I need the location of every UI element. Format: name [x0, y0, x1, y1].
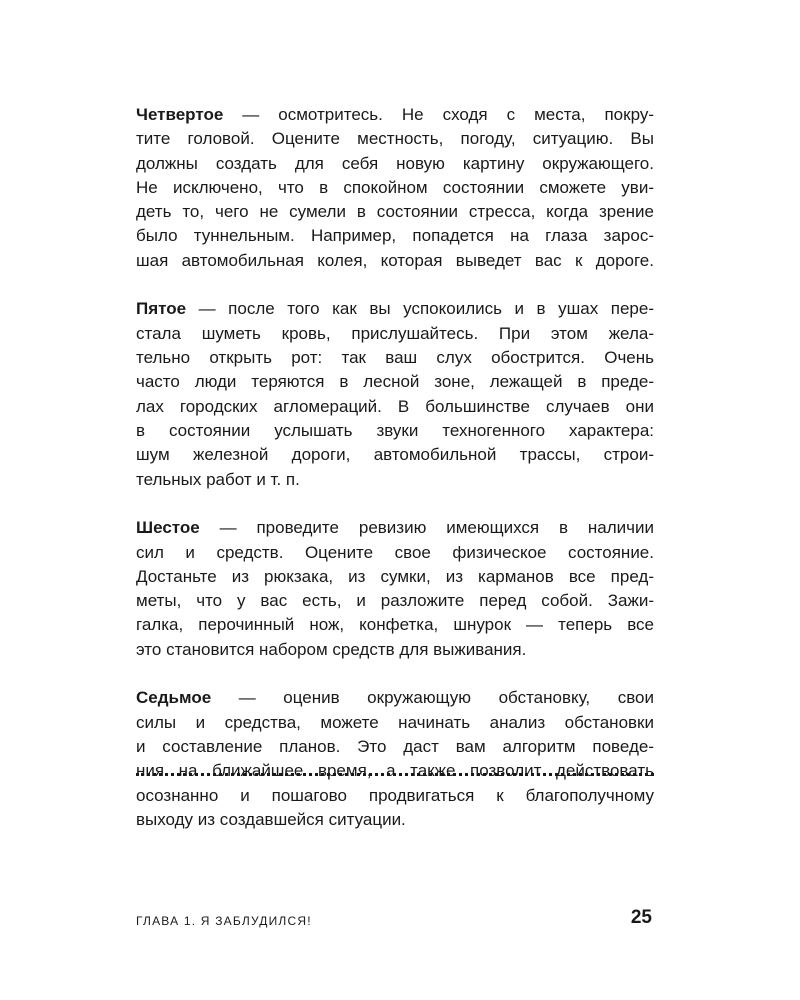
- paragraph-line: — после того как вы успокоились и в ушах пере-: [186, 299, 654, 319]
- paragraph-line: тельно открыть рот: так ваш слух обострится. Очень: [136, 348, 654, 368]
- dotted-divider: [136, 773, 654, 776]
- paragraph-line: тельных работ и т. п.: [136, 469, 300, 489]
- paragraph-line: выходу из создавшейся ситуации.: [136, 809, 406, 829]
- paragraph-line: было туннельным. Например, попадется на глаза зарос-: [136, 226, 654, 246]
- paragraph-line: меты, что у вас есть, и разложите перед собой. Зажи-: [136, 591, 654, 611]
- paragraph-seventh: [136, 686, 654, 832]
- paragraph-line: часто люди теряются в лесной зоне, лежащей в преде-: [136, 372, 654, 392]
- page-number: 25: [630, 907, 652, 928]
- paragraph-line: галка, перочинный нож, конфетка, шнурок — теперь все: [136, 615, 654, 635]
- paragraph-line: силы и средства, можете начинать анализ обстановки: [136, 712, 654, 732]
- paragraph-lead: Седьмое: [136, 688, 212, 708]
- paragraph-line: — проведите ревизию имеющихся в наличии: [199, 518, 654, 538]
- paragraph-line: осознанно и пошагово продвигаться к благополучному: [136, 785, 654, 805]
- paragraph-line: шум железной дороги, автомобильной трассы, строи-: [136, 445, 654, 465]
- paragraph-lead: Четвертое: [136, 105, 224, 124]
- paragraph-line: ния на ближайшее время, а также позволит действовать: [136, 761, 654, 781]
- paragraph-line: сил и средств. Оцените свое физическое состояние.: [136, 542, 654, 562]
- paragraph-line: — оценив окружающую обстановку, свои: [211, 688, 654, 708]
- running-head: ГЛАВА 1. Я ЗАБЛУДИЛСЯ!: [136, 914, 312, 928]
- paragraph-line: в состоянии услышать звуки техногенного характера:: [136, 420, 654, 440]
- paragraph-line: тите головой. Оцените местность, погоду, ситуацию. Вы: [136, 129, 654, 149]
- paragraph-fifth: [136, 297, 654, 491]
- paragraph-lead: Шестое: [136, 518, 200, 538]
- paragraph-lead: Пятое: [136, 299, 187, 319]
- paragraph-line: — осмотритесь. Не сходя с места, покру-: [223, 105, 654, 124]
- paragraph-line: стала шуметь кровь, прислушайтесь. При этом жела-: [136, 323, 654, 343]
- paragraph-line: лах городских агломераций. В большинстве случаев они: [136, 396, 654, 416]
- paragraph-line: Достаньте из рюкзака, из сумки, из карманов все пред-: [136, 566, 654, 586]
- paragraph-line: Не исключено, что в спокойном состоянии сможете уви-: [136, 177, 654, 197]
- paragraph-fourth: [136, 103, 654, 273]
- paragraph-line: шая автомобильная колея, которая выведет вас к дороге.: [136, 250, 654, 270]
- paragraph-sixth: [136, 516, 654, 662]
- paragraph-line: это становится набором средств для выживания.: [136, 639, 527, 659]
- paragraph-line: и составление планов. Это даст вам алгоритм поведе-: [136, 737, 654, 756]
- paragraph-line: должны создать для себя новую картину окружающего.: [136, 153, 654, 173]
- paragraph-line: деть то, чего не сумели в состоянии стресса, когда зрение: [136, 202, 654, 222]
- body-text: [136, 103, 654, 832]
